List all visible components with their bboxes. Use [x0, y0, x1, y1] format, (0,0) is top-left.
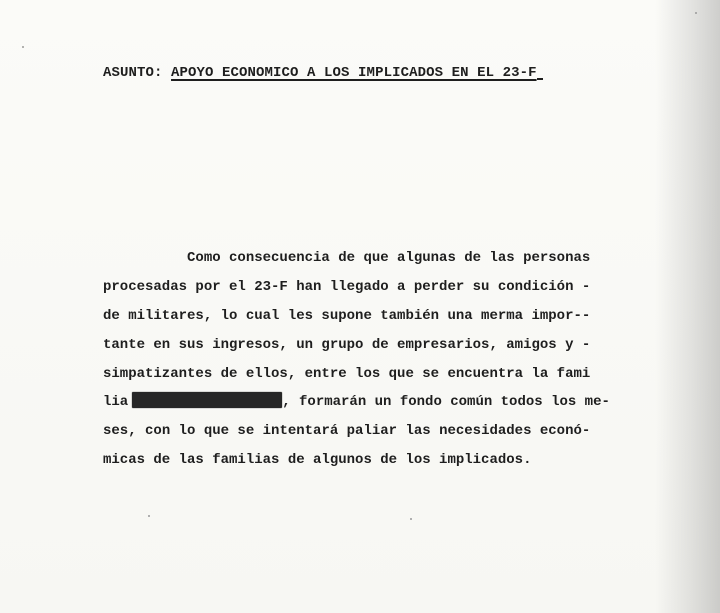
paragraph-line: Como consecuencia de que algunas de las personas	[103, 250, 591, 266]
body-paragraph	[103, 244, 668, 475]
subject-underline-tail	[537, 64, 543, 80]
paragraph-line: tante en sus ingresos, un grupo de empresarios, amigos y -	[103, 336, 591, 353]
subject-line	[103, 64, 543, 82]
paper-speck	[695, 12, 697, 14]
line-text-after-redaction: , formarán un fondo común todos los me-	[282, 394, 610, 411]
paragraph-line: simpatizantes de ellos, entre los que se encuentra la fami	[103, 365, 591, 382]
paragraph-line: micas de las familias de algunos de los implicados.	[103, 452, 532, 469]
paper-speck	[148, 515, 150, 517]
paragraph-line: de militares, lo cual les supone también una merma impor--	[103, 307, 591, 324]
paragraph-line-redacted	[103, 388, 668, 417]
subject-title: APOYO ECONOMICO A LOS IMPLICADOS EN EL 23-F	[171, 65, 537, 81]
paper-speck	[410, 518, 412, 520]
line-rest: con lo que se intentará paliar las necesidades econó-	[145, 423, 591, 440]
redaction-block	[132, 392, 282, 408]
line-prefix: ses,	[103, 423, 146, 440]
paragraph-line	[103, 417, 668, 446]
line-text-before-redaction: lia	[103, 394, 129, 411]
paper-speck	[22, 46, 24, 48]
subject-label: ASUNTO:	[103, 65, 163, 81]
paragraph-line: procesadas por el 23-F han llegado a perder su condición -	[103, 278, 591, 295]
